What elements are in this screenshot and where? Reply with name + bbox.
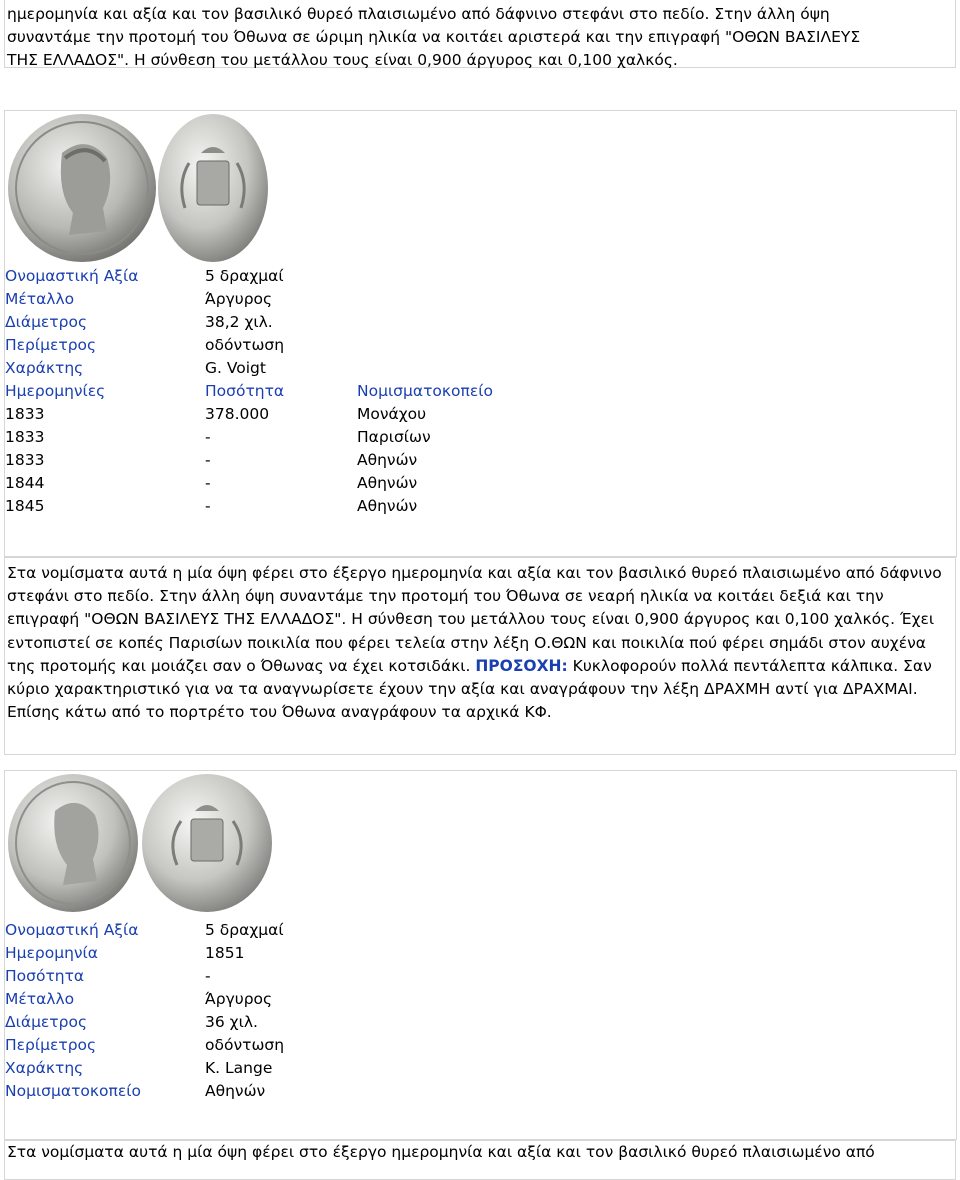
value-engraver: K. Lange <box>205 1059 273 1077</box>
coin2-obverse-icon <box>7 773 139 913</box>
coin2-reverse-icon <box>141 773 273 913</box>
intro-text-box <box>4 0 956 68</box>
label-date: Ημερομηνία <box>5 944 99 962</box>
coin2-description: Στα νομίσματα αυτά η μία όψη φέρει στο έξεργο ημερομηνία και αξία και τον βασιλικό θυρεό πλαισιωμένο από <box>7 1143 875 1161</box>
row-mint: Αθηνών <box>357 451 418 469</box>
label-quantity: Ποσότητα <box>5 967 85 985</box>
row-mint: Αθηνών <box>357 474 418 492</box>
coin1-description-box <box>4 557 956 755</box>
value-edge: οδόντωση <box>205 336 285 354</box>
label-mint: Νομισματοκοπείο <box>5 1082 141 1100</box>
value-metal: Άργυρος <box>205 290 273 308</box>
label-metal: Μέταλλο <box>5 290 75 308</box>
row-year: 1833 <box>5 405 45 423</box>
value-mint: Αθηνών <box>205 1082 266 1100</box>
row-year: 1844 <box>5 474 45 492</box>
coin2-description-box <box>4 1140 956 1180</box>
header-mint: Νομισματοκοπείο <box>357 382 493 400</box>
coin1-description <box>7 562 953 724</box>
coin2-panel <box>4 770 957 1140</box>
intro-line-3: ΤΗΣ ΕΛΛΑΔΟΣ". Η σύνθεση του μετάλλου τους είναι 0,900 άργυρος και 0,100 χαλκός. <box>7 51 678 69</box>
row-year: 1845 <box>5 497 45 515</box>
row-qty: - <box>205 451 211 469</box>
label-denomination: Ονομαστική Αξία <box>5 921 139 939</box>
row-year: 1833 <box>5 451 45 469</box>
value-diameter: 36 χιλ. <box>205 1013 258 1031</box>
label-edge: Περίμετρος <box>5 336 97 354</box>
intro-line-2: συναντάμε την προτομή του Όθωνα σε ώριμη ηλικία να κοιτάει αριστερά και την επιγραφή "ΟΘΩΝ ΒΑΣΙΛΕΥΣ <box>7 28 861 46</box>
description-warning-text: Κυκλοφορούν πολλά πεντάλεπτα κάλπικα. Σαν κύριο χαρακτηριστικό για να τα αναγνωρίσετε έχουν την αξία και αναγράφουν την λέξη ΔΡΑΧΜΗ αντί για ΔΡΑΧΜΑΙ. Επίσης κάτω από το πορτρέτο του Όθωνα αναγράφουν τα αρχικά ΚΦ. <box>7 656 932 722</box>
header-quantity: Ποσότητα <box>205 382 285 400</box>
row-mint: Μονάχου <box>357 405 427 423</box>
row-qty: - <box>205 497 211 515</box>
coin1-obverse-icon <box>7 113 157 263</box>
label-metal: Μέταλλο <box>5 990 75 1008</box>
coin1-panel <box>4 110 957 557</box>
row-qty: - <box>205 474 211 492</box>
value-diameter: 38,2 χιλ. <box>205 313 273 331</box>
row-mint: Παρισίων <box>357 428 431 446</box>
header-dates: Ημερομηνίες <box>5 382 106 400</box>
value-quantity: - <box>205 967 211 985</box>
value-denomination: 5 δραχμαί <box>205 267 284 285</box>
label-denomination: Ονομαστική Αξία <box>5 267 139 285</box>
row-qty: 378.000 <box>205 405 270 423</box>
value-engraver: G. Voigt <box>205 359 266 377</box>
row-year: 1833 <box>5 428 45 446</box>
warning-label: ΠΡΟΣΟΧΗ: <box>475 656 568 675</box>
row-qty: - <box>205 428 211 446</box>
value-denomination: 5 δραχμαί <box>205 921 284 939</box>
value-date: 1851 <box>205 944 245 962</box>
label-engraver: Χαράκτης <box>5 1059 84 1077</box>
intro-line-1: ημερομηνία και αξία και τον βασιλικό θυρεό πλαισιωμένο από δάφνινο στεφάνι στο πεδίο. Στην άλλη όψη <box>7 5 830 23</box>
label-edge: Περίμετρος <box>5 1036 97 1054</box>
label-diameter: Διάμετρος <box>5 1013 88 1031</box>
label-diameter: Διάμετρος <box>5 313 88 331</box>
label-engraver: Χαράκτης <box>5 359 84 377</box>
coin1-reverse-icon <box>157 113 269 263</box>
value-metal: Άργυρος <box>205 990 273 1008</box>
row-mint: Αθηνών <box>357 497 418 515</box>
value-edge: οδόντωση <box>205 1036 285 1054</box>
description-text: Στα νομίσματα αυτά η μία όψη φέρει στο έξεργο ημερομηνία και αξία και τον βασιλικό θυρεό πλαισιωμένο από δάφνινο στεφάνι στο πεδίο. Στην άλλη όψη συναντάμε την προτομή του Όθωνα σε νεαρή ηλικία να κοιτάει δεξιά και την επιγραφή "ΟΘΩΝ ΒΑΣΙΛΕΥΣ ΤΗΣ ΕΛΛΑΔΟΣ". Η σύνθεση του μετάλλου τους είναι 0,900 άργυρος και 0,100 χαλκός. Έχει εντοπιστεί σε κοπές Παρισίων ποικιλία που φέρει τελεία στην λέξη Ο.ΘΩΝ και ποικιλία πού φέρει σημάδι στον αυχένα της προτομής και μοιάζει σαν ο Όθωνας να έχει κοτσιδάκι. <box>7 564 942 675</box>
